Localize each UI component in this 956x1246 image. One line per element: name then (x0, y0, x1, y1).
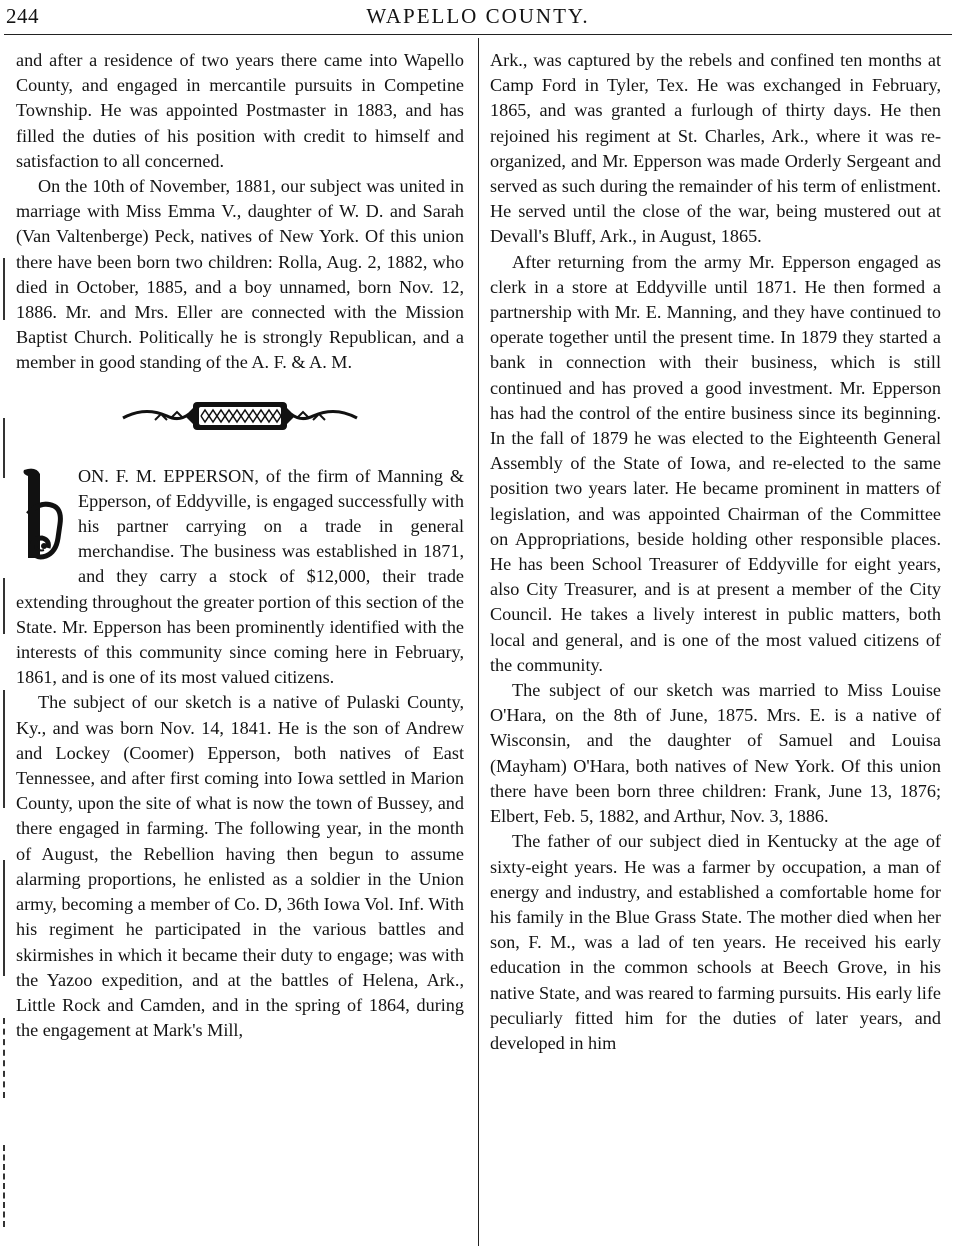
ornamental-divider (16, 390, 464, 442)
running-head: WAPELLO COUNTY. (366, 4, 590, 28)
column-divider (478, 38, 479, 1246)
paragraph: The father of our subject died in Kentucky at the age of sixty-eight years. He was a farmer by occupation, a man of energy and industry, and established a comfortable home for his family in the Blue Grass State. The mother died when her son, F. M., was a lad of ten years. He received his early education in the common schools at Beech Grove, in his native State, and was reared to farming pursuits. His early life peculiarly fitted him for the duties of later years, and developed in him (490, 831, 941, 1053)
paragraph: The subject of our sketch is a native of Pulaski County, Ky., and was born Nov. 14, 1841. He is the son of Andrew and Lockey (Coomer) Epperson, both natives of East Tennessee, and after first coming into Iowa settled in Marion County, upon the site of what is now the town of Bussey, and there engaged in farming. The following year, in the month of August, the Rebellion having then begun to assume alarming proportions, he enlisted as a soldier in the Union army, becoming a member of Co. D, 36th Iowa Vol. Inf. With his regiment he participated in the various battles and skirmishes in which it became their duty to engage; was with the Yazoo expedition, and at the battles of Helena, Ark., Little Rock and Camden, and in the spring of 1864, during the engagement at Mark's Mill, (16, 692, 464, 1041)
article-start (16, 464, 464, 691)
page-header (0, 0, 956, 42)
paragraph: The subject of our sketch was married to Miss Louise O'Hara, on the 8th of June, 1875. Mrs. E. is a native of Wisconsin, and the daughter of Samuel and Louisa (Mayham) O'Hara, both natives of New York. Of this union there have been born three children: Frank, June 13, 1876; Elbert, Feb. 5, 1882, and Arthur, Nov. 3, 1886. (490, 680, 941, 827)
header-rule (4, 34, 952, 35)
margin-mark (3, 860, 5, 976)
paragraph: Ark., was captured by the rebels and confined ten months at Camp Ford in Tyler, Tex. He was exchanged in February, 1865, and was granted a furlough of thirty days. He then rejoined his regiment at St. Charles, Ark., where it was re-organized, and Mr. Epperson was made Orderly Sergeant and served as such during the remainder of his term of enlistment. He served until the close of the war, being mustered out at Devall's Bluff, Ark., in August, 1865. (490, 50, 941, 247)
ornament-icon (115, 396, 365, 436)
paragraph-lead: ON. F. M. EPPERSON, of the firm of Manning & Epperson, of Eddyville, is engaged successfully with his partner carrying on a trade in general merchandise. The business was established in 1871, and they carry a stock of $12,000, their trade extending throughout the greater portion of this section of the State. Mr. Epperson has been prominently identified with the interests of this community since coming here in February, 1861, and is one of its most valued citizens. (16, 465, 465, 688)
left-column (16, 48, 464, 1043)
paragraph: and after a residence of two years there came into Wapello County, and engaged in mercantile pursuits in Competine Township. He was appointed Postmaster in 1883, and has filled the duties of his position with credit to himself and satisfaction to all concerned. (16, 50, 464, 171)
dropcap-h-icon (10, 466, 72, 566)
margin-mark (3, 1145, 5, 1227)
margin-mark (3, 690, 5, 808)
paragraph: After returning from the army Mr. Epperson engaged as clerk in a store at Eddyville until 1871. He then formed a partnership with Mr. E. Manning, and they have continued to operate together until the present time. In 1879 they started a bank in connection with their business, which is still continued and has proved a good investment. Mr. Epperson has had the control of the entire business since its beginning. In the fall of 1879 he was elected to the Eighteenth General Assembly of the State of Iowa, and re-elected to the same position two years later. He became prominent in matters of legislation, and was appointed Chairman of the Committee on Appropriations, beside holding other responsible places. He has been School Treasurer of Eddyville for eight years, also City Treasurer, and is at present a member of the City Council. He takes a lively interest in public matters, both local and general, and is one of the most valued citizens of the community. (490, 251, 941, 675)
margin-mark (3, 1018, 5, 1098)
margin-mark (3, 418, 5, 478)
paragraph: On the 10th of November, 1881, our subject was united in marriage with Miss Emma V., daughter of W. D. and Sarah (Van Valtenberge) Peck, natives of New York. Of this union there have been born two children: Rolla, Aug. 2, 1882, who died in October, 1885, and a boy unnamed, born Nov. 12, 1886. Mr. and Mrs. Eller are connected with the Mission Baptist Church. Politically he is strongly Republican, and a member in good standing of the A. F. & A. M. (16, 176, 464, 373)
margin-mark (3, 578, 5, 634)
right-column (490, 48, 941, 1056)
margin-mark (3, 258, 5, 320)
page-number: 244 (6, 4, 39, 28)
